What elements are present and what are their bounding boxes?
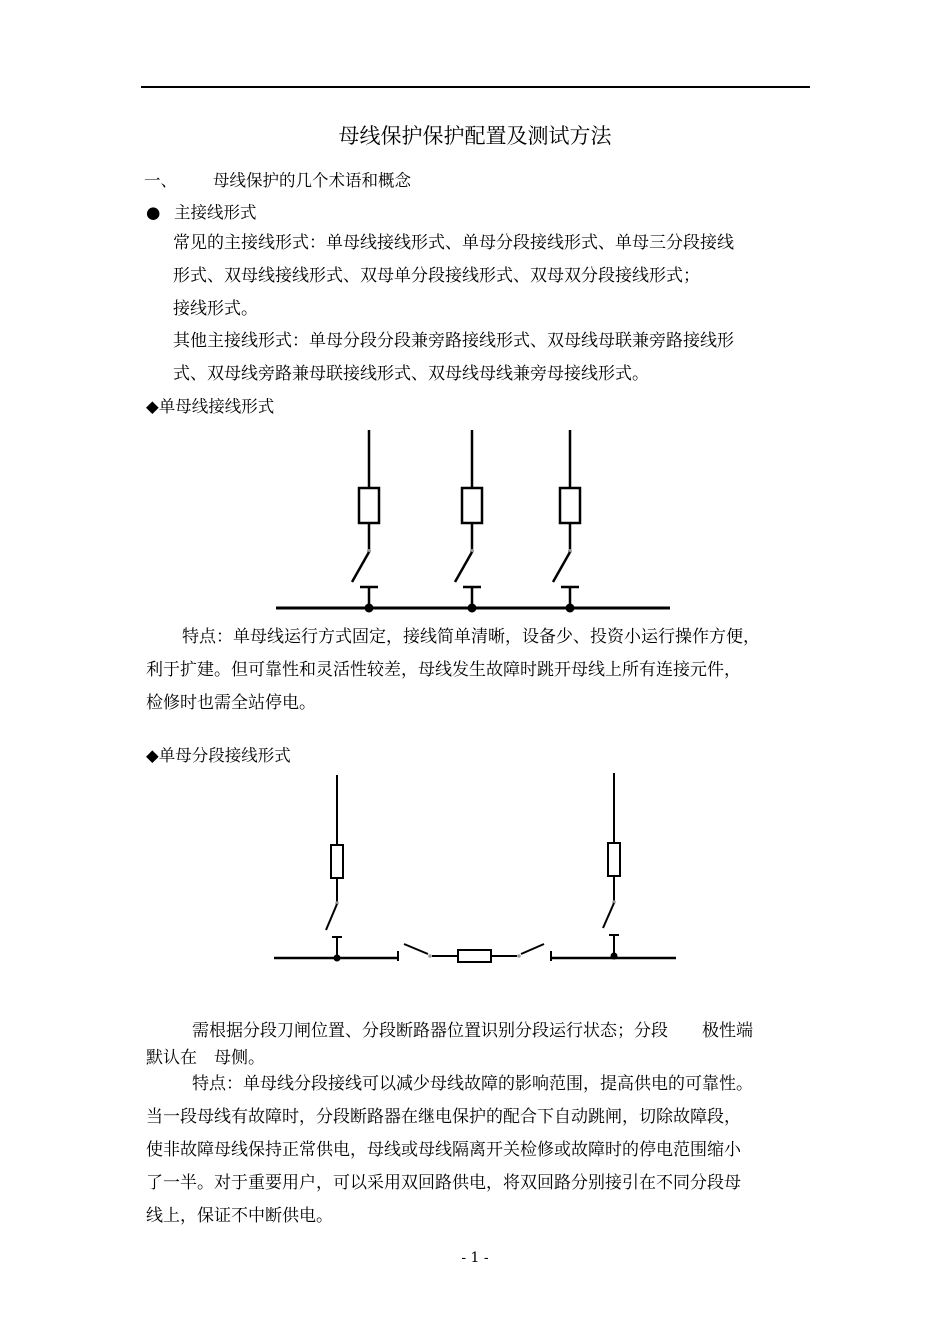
text-line: 特点：单母线分段接线可以减少母线故障的影响范围，提高供电的可靠性。 (192, 1074, 753, 1094)
sectioned-bus-feature-paragraph (146, 1068, 753, 1233)
document-title: 母线保护保护配置及测试方法 (338, 124, 612, 148)
sectioned-bus-note (146, 1018, 753, 1072)
text-line: 利于扩建。但可靠性和灵活性较差，母线发生故障时跳开母线上所有连接元件， (146, 660, 741, 680)
text-line: 形式、双母线接线形式、双母单分段接线形式、双母双分段接线形式； (173, 266, 700, 286)
section-breaker (404, 944, 544, 962)
single-bus-heading: ◆单母线接线形式 (146, 397, 275, 416)
page-number: - 1 - (461, 1250, 489, 1266)
text-line: 使非故障母线保持正常供电，母线或母线隔离开关检修或故障时的停电范围缩小 (146, 1140, 741, 1160)
text-line: 接线形式。 (173, 299, 258, 319)
section-heading: 母线保护的几个术语和概念 (213, 171, 411, 190)
text-line: 线上，保证不中断供电。 (146, 1206, 333, 1226)
text-line: 默认在 母侧。 (146, 1048, 265, 1068)
text-line: 需根据分段刀闸位置、分段断路器位置识别分段运行状态；分段 极性端 (192, 1021, 753, 1041)
right-feeder (603, 773, 620, 960)
text-line: 了一半。对于重要用户，可以采用双回路供电，将双回路分别接引在不同分段母 (146, 1173, 741, 1193)
text-line: 特点：单母线运行方式固定，接线简单清晰，设备少、投资小运行操作方便， (182, 627, 760, 647)
text-line: 常见的主接线形式：单母线接线形式、单母分段接线形式、单母三分段接线 (173, 233, 734, 253)
sectioned-bus-heading: ◆单母分段接线形式 (146, 746, 291, 765)
text-line: 检修时也需全站停电。 (146, 693, 316, 713)
text-line: 其他主接线形式：单母分段分段兼旁路接线形式、双母线母联兼旁路接线形 (173, 331, 734, 351)
text-line: 式、双母线旁路兼母联接线形式、双母线母线兼旁母接线形式。 (173, 364, 649, 384)
left-feeder (326, 775, 343, 962)
text-line: 当一段母线有故障时，分段断路器在继电保护的配合下自动跳闸，切除故障段， (146, 1107, 741, 1127)
bullet-label: 主接线形式 (174, 203, 257, 222)
bullet-icon: ● (146, 203, 161, 222)
section-number: 一、 (144, 171, 177, 190)
